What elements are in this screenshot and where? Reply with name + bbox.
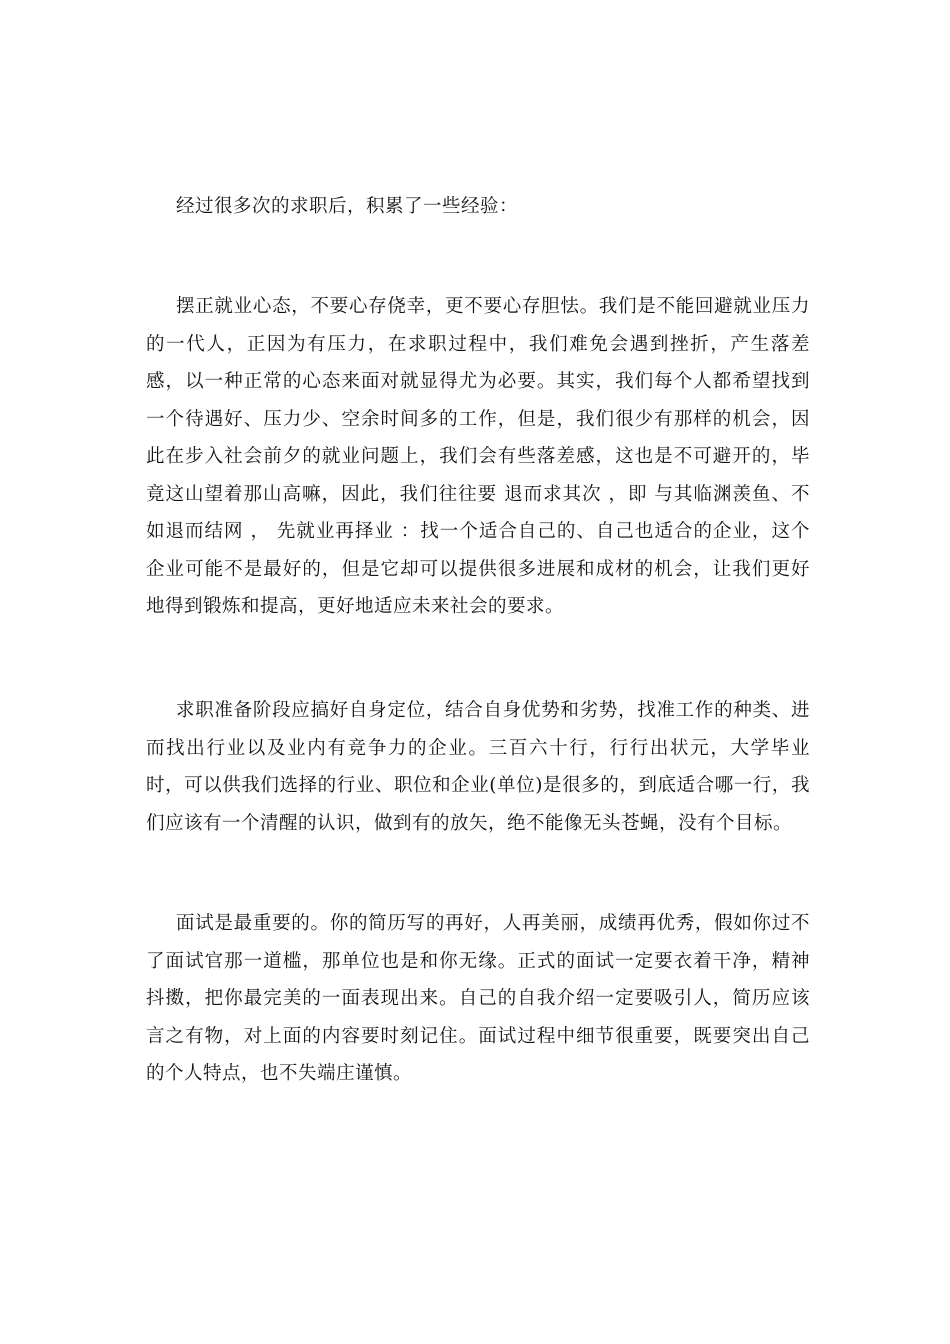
interview-paragraph: 面试是最重要的。你的简历写的再好，人再美丽，成绩再优秀，假如你过不了面试官那一道槛，那单位也是和你无缘。正式的面试一定要衣着干净，精神抖擞，把你最完美的一面表现出来。自己的自我介绍一定要吸引人，简历应该言之有物，对上面的内容要时刻记住。面试过程中细节很重要，既要突出自己的个人特点，也不失端庄谨慎。 — [146, 913, 810, 1084]
positioning-paragraph: 求职准备阶段应搞好自身定位，结合自身优势和劣势，找准工作的种类、进而找出行业以及业内有竞争力的企业。三百六十行，行行出状元，大学毕业时，可以供我们选择的行业、职位和企业(单位)是很多的，到底适合哪一行，我们应该有一个清醒的认识，做到有的放矢，绝不能像无头苍蝇，没有个目标。 — [146, 700, 810, 834]
intro-paragraph: 经过很多次的求职后，积累了一些经验： — [176, 196, 519, 217]
mindset-paragraph: 摆正就业心态，不要心存侥幸，更不要心存胆怯。我们是不能回避就业压力的一代人，正因为有压力，在求职过程中，我们难免会遇到挫折，产生落差感，以一种正常的心态来面对就显得尤为必要。其实，我们每个人都希望找到一个待遇好、压力少、空余时间多的工作，但是，我们很少有那样的机会，因此在步入社会前夕的就业问题上，我们会有些落差感，这也是不可避开的，毕竟这山望着那山高嘛，因此，我们往往要 退而求其次 ，即 与其临渊羡鱼、不如退而结网 ， 先就业再择业 ：找一个适合自己的、自己也适合的企业，这个企业可能不是最好的，但是它却可以提供很多进展和成材的机会，让我们更好地得到锻炼和提高，更好地适应未来社会的要求。 — [146, 296, 810, 617]
